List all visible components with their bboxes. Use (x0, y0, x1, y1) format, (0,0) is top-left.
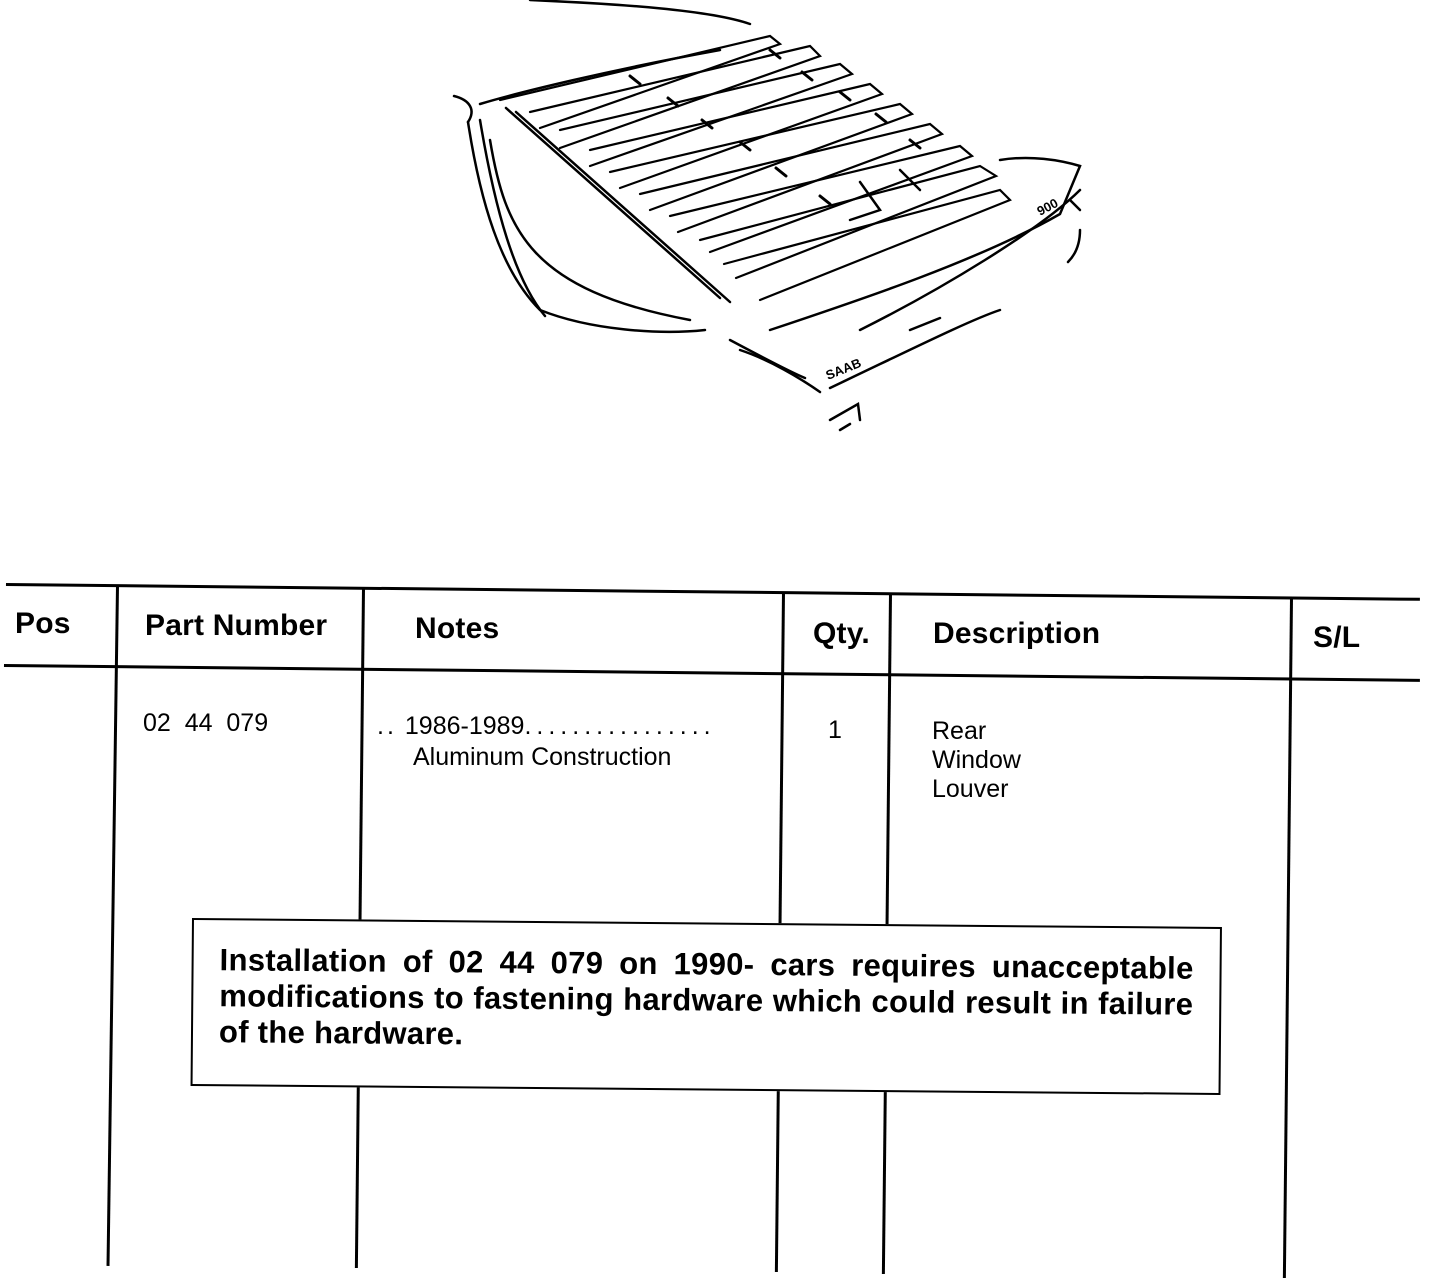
model-badge: 900 (1034, 195, 1061, 219)
header-description: Description (933, 617, 1101, 650)
header-notes: Notes (415, 612, 500, 645)
header-pos: Pos (15, 607, 71, 640)
row-part-number: 02 44 079 (143, 709, 269, 737)
notes-lead-dots: .. (377, 712, 397, 740)
header-sl: S/L (1313, 621, 1361, 654)
row-notes-line1 (377, 712, 772, 741)
saab-badge: SAAB (823, 355, 864, 383)
row-qty: 1 (828, 716, 842, 744)
row-description: Rear Window Louver (932, 717, 1021, 803)
table-top-rule (6, 583, 1420, 601)
column-divider-description (1283, 598, 1293, 1278)
notes-trailing-dots: ................ (524, 712, 716, 740)
header-qty: Qty. (813, 617, 870, 650)
row-notes-line2: Aluminum Construction (413, 743, 672, 771)
notes-years: 1986-1989 (404, 712, 525, 740)
warning-text: Installation of 02 44 079 on 1990- cars requires unacceptable modifications to fastening hardware which could result in failure of the hardware. (218, 942, 1194, 1052)
warning-box (191, 918, 1222, 1095)
header-bottom-rule (4, 664, 1420, 682)
column-divider-pos (107, 586, 119, 1266)
header-part-number: Part Number (145, 609, 328, 642)
